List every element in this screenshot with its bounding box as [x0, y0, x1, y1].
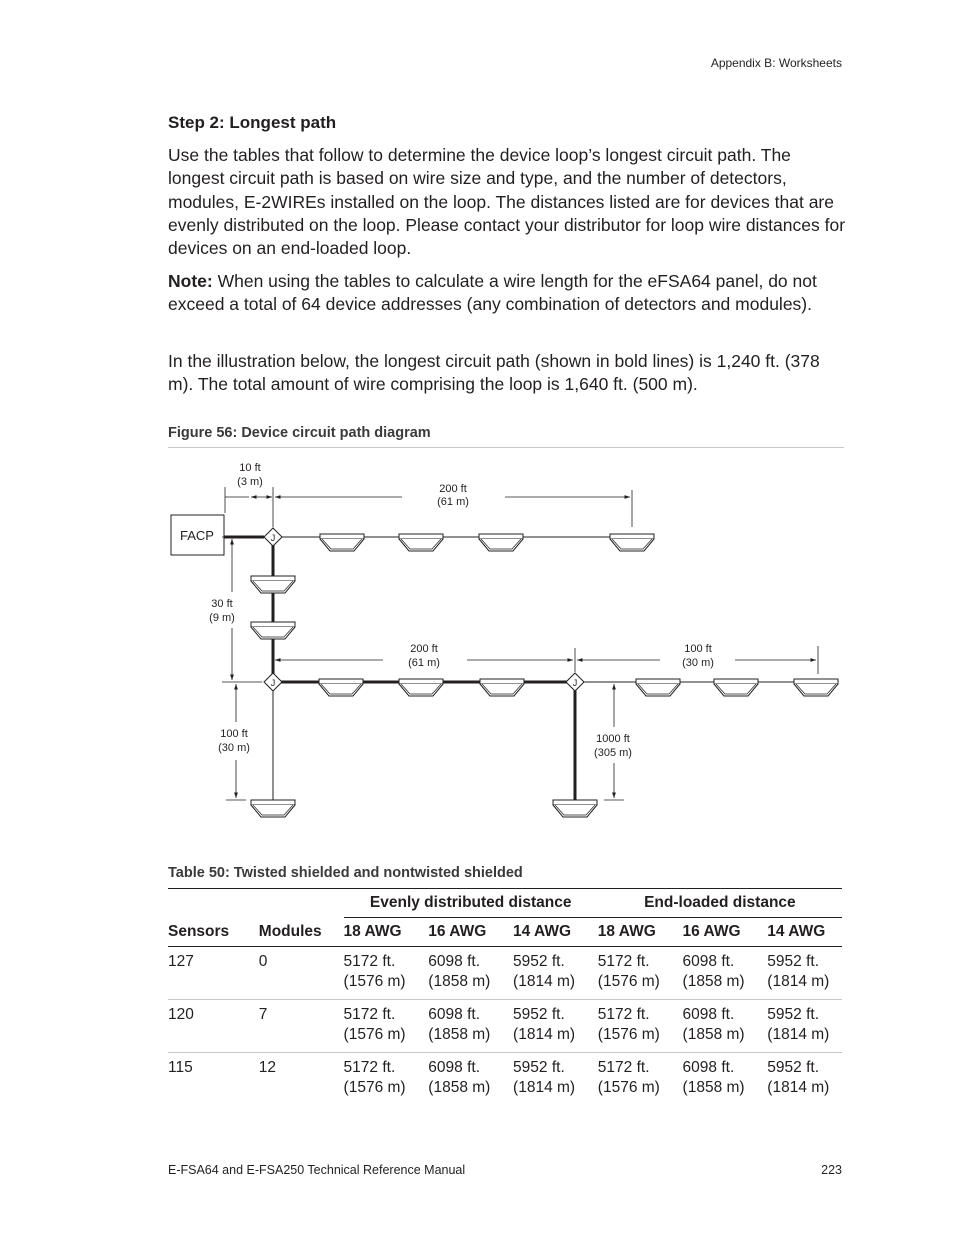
dim-200ft-mid: 200 ft	[410, 643, 438, 655]
distance-ft: 5952 ft.	[513, 953, 565, 970]
detector	[610, 534, 654, 551]
sensors-cell: 127	[168, 947, 259, 1000]
distance-ft: 5952 ft.	[767, 953, 820, 970]
distance-cell	[428, 947, 513, 1000]
distance-cell	[598, 1000, 683, 1053]
dim-30m-left: (30 m)	[218, 742, 250, 754]
running-header: Appendix B: Worksheets	[710, 56, 842, 70]
distance-cell	[598, 947, 683, 1000]
dim-61m-top: (61 m)	[437, 496, 469, 508]
col-modules: Modules	[259, 918, 344, 947]
table-row	[168, 1053, 842, 1098]
distance-cell	[513, 1000, 598, 1053]
distance-cell	[344, 1000, 429, 1053]
distance-m: (1858 m)	[428, 1025, 491, 1043]
distance-m: (1814 m)	[767, 1025, 830, 1043]
distance-ft: 5172 ft.	[343, 953, 396, 970]
modules-cell: 12	[258, 1059, 277, 1076]
distance-cell	[767, 1053, 842, 1098]
figure-caption: Figure 56: Device circuit path diagram	[168, 425, 431, 441]
dim-30m-right: (30 m)	[682, 657, 714, 669]
col-sensors: Sensors	[168, 918, 259, 947]
distance-ft: 5172 ft.	[343, 1059, 396, 1076]
distance-m: (1814 m)	[513, 1078, 576, 1096]
distance-m: (1858 m)	[428, 1078, 491, 1096]
junction-2	[264, 673, 282, 691]
distance-m: (1576 m)	[597, 1025, 660, 1043]
col-awg: 18 AWG	[344, 918, 429, 947]
distance-cell	[767, 947, 842, 1000]
distance-m: (1576 m)	[343, 1078, 406, 1096]
detector	[714, 679, 758, 696]
facp-label: FACP	[180, 528, 214, 543]
distance-m: (1858 m)	[428, 972, 491, 990]
detector	[479, 534, 523, 551]
step-heading: Step 2: Longest path	[168, 113, 337, 132]
distance-m: (1858 m)	[682, 1078, 745, 1096]
dim-100ft-left: 100 ft	[220, 728, 248, 740]
illustration-paragraph: In the illustration below, the longest circuit path (shown in bold lines) is 1,240 ft. (378 m). The total amount of wire comprising the loop is 1,640 ft. (500 m).	[168, 351, 820, 395]
group-even-header: Evenly distributed distance	[344, 889, 598, 918]
distance-ft: 5172 ft.	[343, 1006, 396, 1023]
table-caption: Table 50: Twisted shielded and nontwisted shielded	[168, 865, 523, 881]
dim-10ft: 10 ft	[239, 462, 261, 474]
svg-text:J: J	[572, 678, 578, 688]
distance-cell	[344, 947, 429, 1000]
table-row	[168, 1000, 842, 1053]
detector	[480, 679, 524, 696]
svg-text:J: J	[270, 678, 276, 688]
distance-ft: 6098 ft.	[682, 1006, 735, 1023]
junction-3	[566, 673, 584, 691]
sensors-cell: 120	[168, 1000, 259, 1053]
distance-m: (1814 m)	[767, 1078, 830, 1096]
detector	[251, 622, 295, 639]
distance-cell	[683, 947, 768, 1000]
dim-200ft-top: 200 ft	[439, 483, 467, 495]
distance-ft: 6098 ft.	[428, 953, 481, 970]
table-row	[168, 947, 842, 1000]
detector	[399, 534, 443, 551]
distance-ft: 6098 ft.	[682, 1059, 735, 1076]
dim-61m-mid: (61 m)	[408, 657, 440, 669]
group-end-header: End-loaded distance	[598, 889, 842, 918]
distance-ft: 5172 ft.	[597, 1006, 650, 1023]
distance-cell	[767, 1000, 842, 1053]
distance-m: (1576 m)	[343, 972, 406, 990]
page-number: 223	[821, 1163, 842, 1177]
svg-text:J: J	[270, 533, 276, 543]
distance-m: (1814 m)	[767, 972, 830, 990]
distance-ft: 5172 ft.	[597, 953, 650, 970]
detector	[553, 800, 597, 817]
dim-9m: (9 m)	[209, 612, 235, 624]
dim-100ft-right: 100 ft	[684, 643, 712, 655]
note-label: Note:	[168, 271, 213, 291]
distance-ft: 5172 ft.	[597, 1059, 650, 1076]
col-awg: 16 AWG	[428, 918, 513, 947]
dim-3m: (3 m)	[237, 476, 263, 488]
detector	[251, 800, 295, 817]
detector	[251, 576, 295, 593]
modules-cell: 7	[259, 1000, 344, 1053]
distance-m: (1576 m)	[343, 1025, 406, 1043]
distance-cell	[513, 947, 598, 1000]
distance-ft: 5952 ft.	[513, 1006, 565, 1023]
detector	[320, 534, 364, 551]
distance-m: (1576 m)	[597, 972, 660, 990]
distance-cell	[344, 1053, 429, 1098]
distance-cell	[683, 1000, 768, 1053]
distance-m: (1814 m)	[513, 972, 576, 990]
wire-distance-table	[168, 888, 842, 1097]
note-text: When using the tables to calculate a wire length for the eFSA64 panel, do not exceed a total of 64 device addresses (any combination of detectors and modules).	[168, 271, 817, 315]
distance-ft: 6098 ft.	[428, 1059, 481, 1076]
detector	[399, 679, 443, 696]
distance-ft: 6098 ft.	[682, 953, 735, 970]
junction-1	[264, 528, 282, 546]
distance-m: (1576 m)	[597, 1078, 660, 1096]
distance-ft: 5952 ft.	[767, 1006, 820, 1023]
detector	[636, 679, 680, 696]
col-awg: 18 AWG	[598, 918, 683, 947]
dim-30ft: 30 ft	[211, 598, 233, 610]
col-awg: 16 AWG	[683, 918, 768, 947]
distance-ft: 5952 ft.	[767, 1059, 820, 1076]
col-awg: 14 AWG	[767, 918, 842, 947]
col-awg: 14 AWG	[513, 918, 598, 947]
dim-305m: (305 m)	[594, 747, 632, 759]
detector	[794, 679, 838, 696]
dim-1000ft: 1000 ft	[596, 733, 630, 745]
distance-cell	[683, 1053, 768, 1098]
sensors-cell: 115	[168, 1059, 193, 1076]
intro-paragraph: Use the tables that follow to determine the device loop’s longest circuit path. The longest circuit path is based on wire size and type, and the number of detectors, modules, E-2WIREs installed on the loop. The distances listed are for devices that are evenly distributed on the loop. Please contact your distributor for loop wire distances for devices on an end-loaded loop.	[168, 145, 846, 259]
detector	[319, 679, 363, 696]
footer-manual-title: E-FSA64 and E-FSA250 Technical Reference Manual	[168, 1163, 466, 1177]
distance-cell	[428, 1053, 513, 1098]
distance-cell	[513, 1053, 598, 1098]
distance-ft: 6098 ft.	[428, 1006, 481, 1023]
distance-m: (1814 m)	[513, 1025, 576, 1043]
distance-cell	[428, 1000, 513, 1053]
distance-m: (1858 m)	[682, 972, 745, 990]
distance-m: (1858 m)	[682, 1025, 745, 1043]
distance-ft: 5952 ft.	[513, 1059, 565, 1076]
distance-cell	[598, 1053, 683, 1098]
modules-cell: 0	[259, 947, 344, 1000]
